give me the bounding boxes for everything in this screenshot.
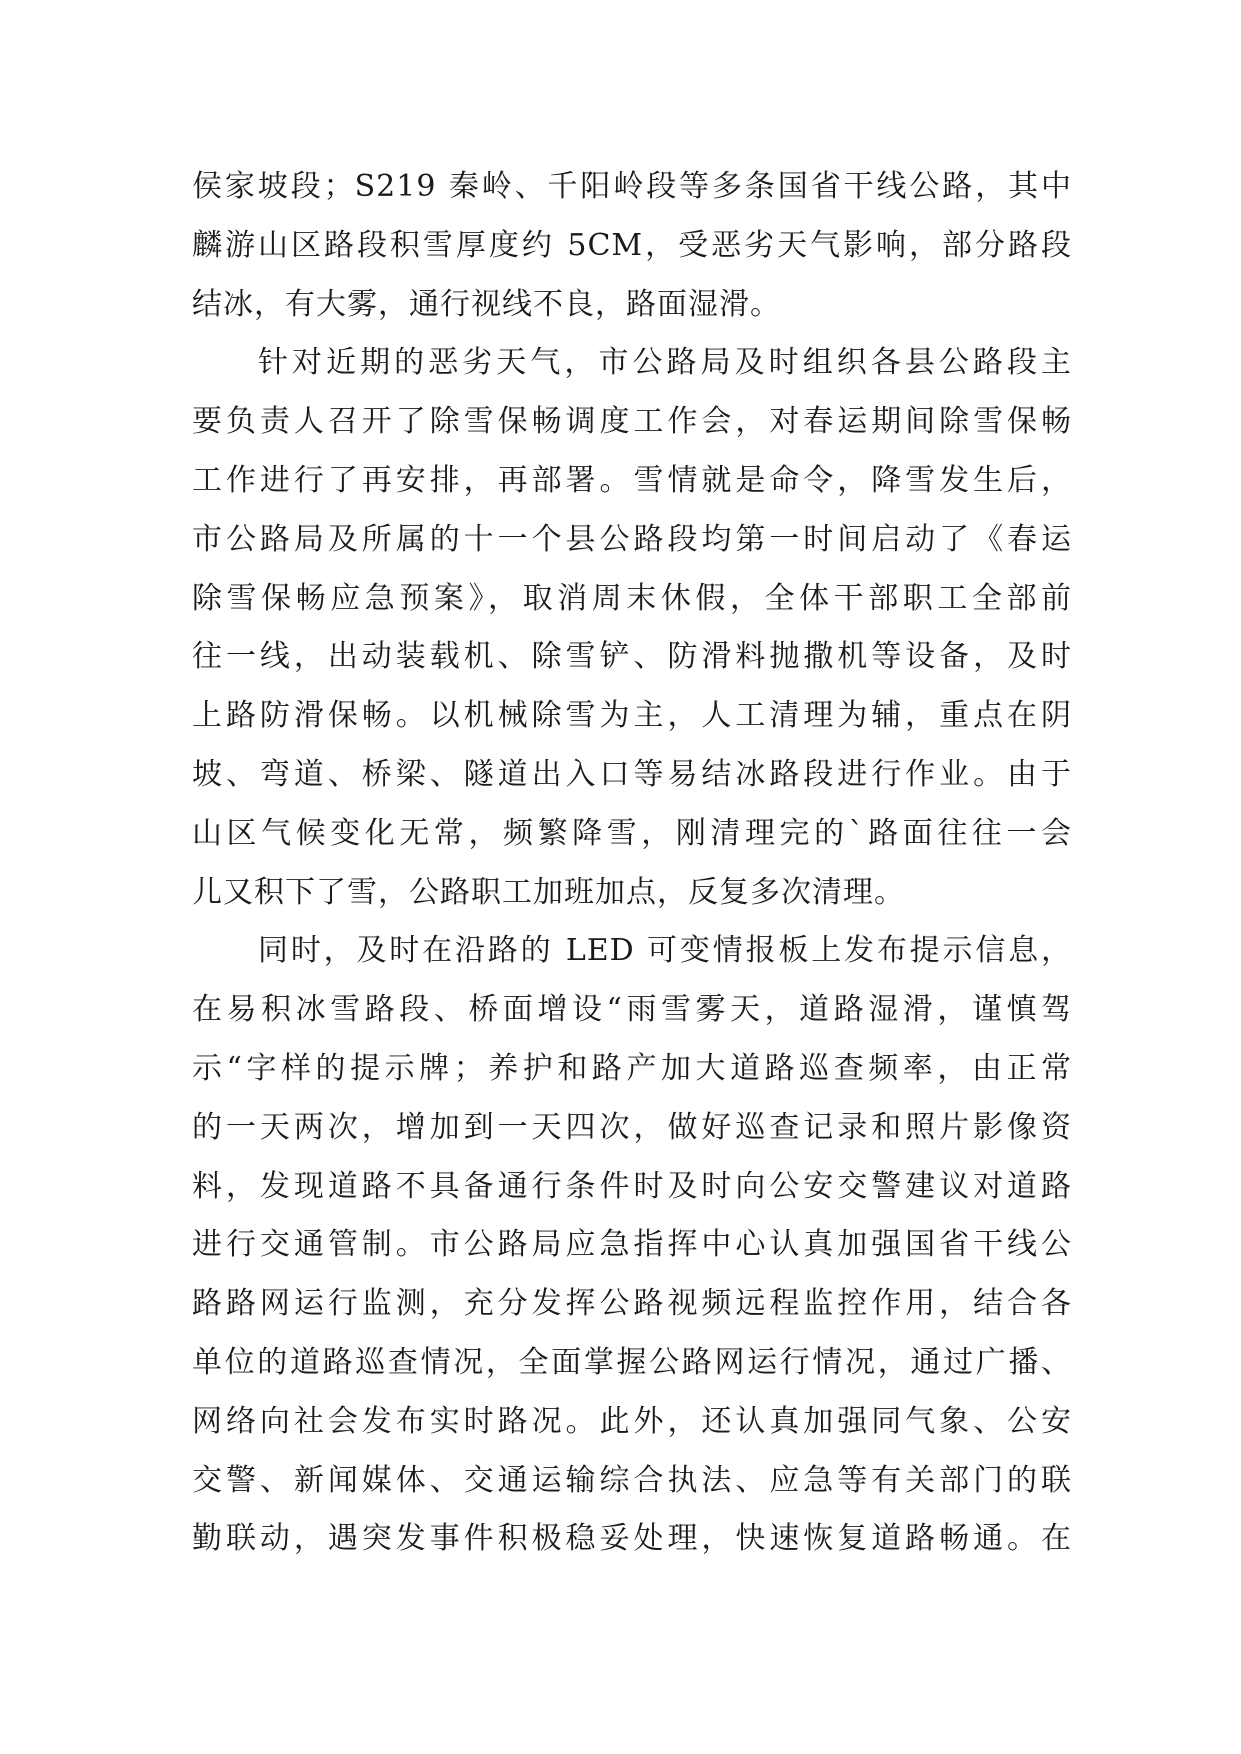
text-line: 结冰，有大雾，通行视线不良，路面湿滑。 xyxy=(192,286,781,322)
text-line: 的一天两次，增加到一天四次，做好巡查记录和照片影像资 xyxy=(192,1109,1072,1145)
text-line: 山区气候变化无常，频繁降雪，刚清理完的`路面往往一会 xyxy=(192,815,1072,851)
text-line: 示“字样的提示牌；养护和路产加大道路巡查频率，由正常 xyxy=(192,1050,1072,1086)
paragraph-3 xyxy=(192,922,1072,1569)
text-line: 同时，及时在沿路的 LED 可变情报板上发布提示信息， xyxy=(258,933,1072,969)
text-line: 针对近期的恶劣天气，市公路局及时组织各县公路段主 xyxy=(258,345,1072,381)
paragraph-1 xyxy=(192,158,1072,334)
text-line: 进行交通管制。市公路局应急指挥中心认真加强国省干线公 xyxy=(192,1227,1072,1263)
text-line: 交警、新闻媒体、交通运输综合执法、应急等有关部门的联 xyxy=(192,1462,1072,1498)
text-line: 勤联动，遇突发事件积极稳妥处理，快速恢复道路畅通。在 xyxy=(192,1521,1072,1557)
text-line: 儿又积下了雪，公路职工加班加点，反复多次清理。 xyxy=(192,874,905,910)
text-line: 往一线，出动装载机、除雪铲、防滑料抛撒机等设备，及时 xyxy=(192,639,1072,675)
text-line: 除雪保畅应急预案》，取消周末休假，全体干部职工全部前 xyxy=(192,580,1072,616)
text-line: 在易积冰雪路段、桥面增设“雨雪雾天，道路湿滑，谨慎驾 xyxy=(192,992,1072,1028)
body-text xyxy=(192,158,1072,1569)
paragraph-2 xyxy=(192,334,1072,922)
text-line: 上路防滑保畅。以机械除雪为主，人工清理为辅，重点在阴 xyxy=(192,698,1072,734)
text-line: 料，发现道路不具备通行条件时及时向公安交警建议对道路 xyxy=(192,1168,1072,1204)
text-line: 工作进行了再安排，再部署。雪情就是命令，降雪发生后， xyxy=(192,462,1072,498)
text-line: 坡、弯道、桥梁、隧道出入口等易结冰路段进行作业。由于 xyxy=(192,756,1072,792)
text-line: 要负责人召开了除雪保畅调度工作会，对春运期间除雪保畅 xyxy=(192,404,1072,440)
text-line: 市公路局及所属的十一个县公路段均第一时间启动了《春运 xyxy=(192,521,1072,557)
text-line: 麟游山区路段积雪厚度约 5CM，受恶劣天气影响，部分路段 xyxy=(192,227,1072,263)
text-line: 网络向社会发布实时路况。此外，还认真加强同气象、公安 xyxy=(192,1403,1072,1439)
text-line: 路路网运行监测，充分发挥公路视频远程监控作用，结合各 xyxy=(192,1286,1072,1322)
text-line: 单位的道路巡查情况，全面掌握公路网运行情况，通过广播、 xyxy=(192,1344,1072,1380)
text-line: 侯家坡段；S219 秦岭、千阳岭段等多条国省干线公路，其中 xyxy=(192,169,1072,204)
